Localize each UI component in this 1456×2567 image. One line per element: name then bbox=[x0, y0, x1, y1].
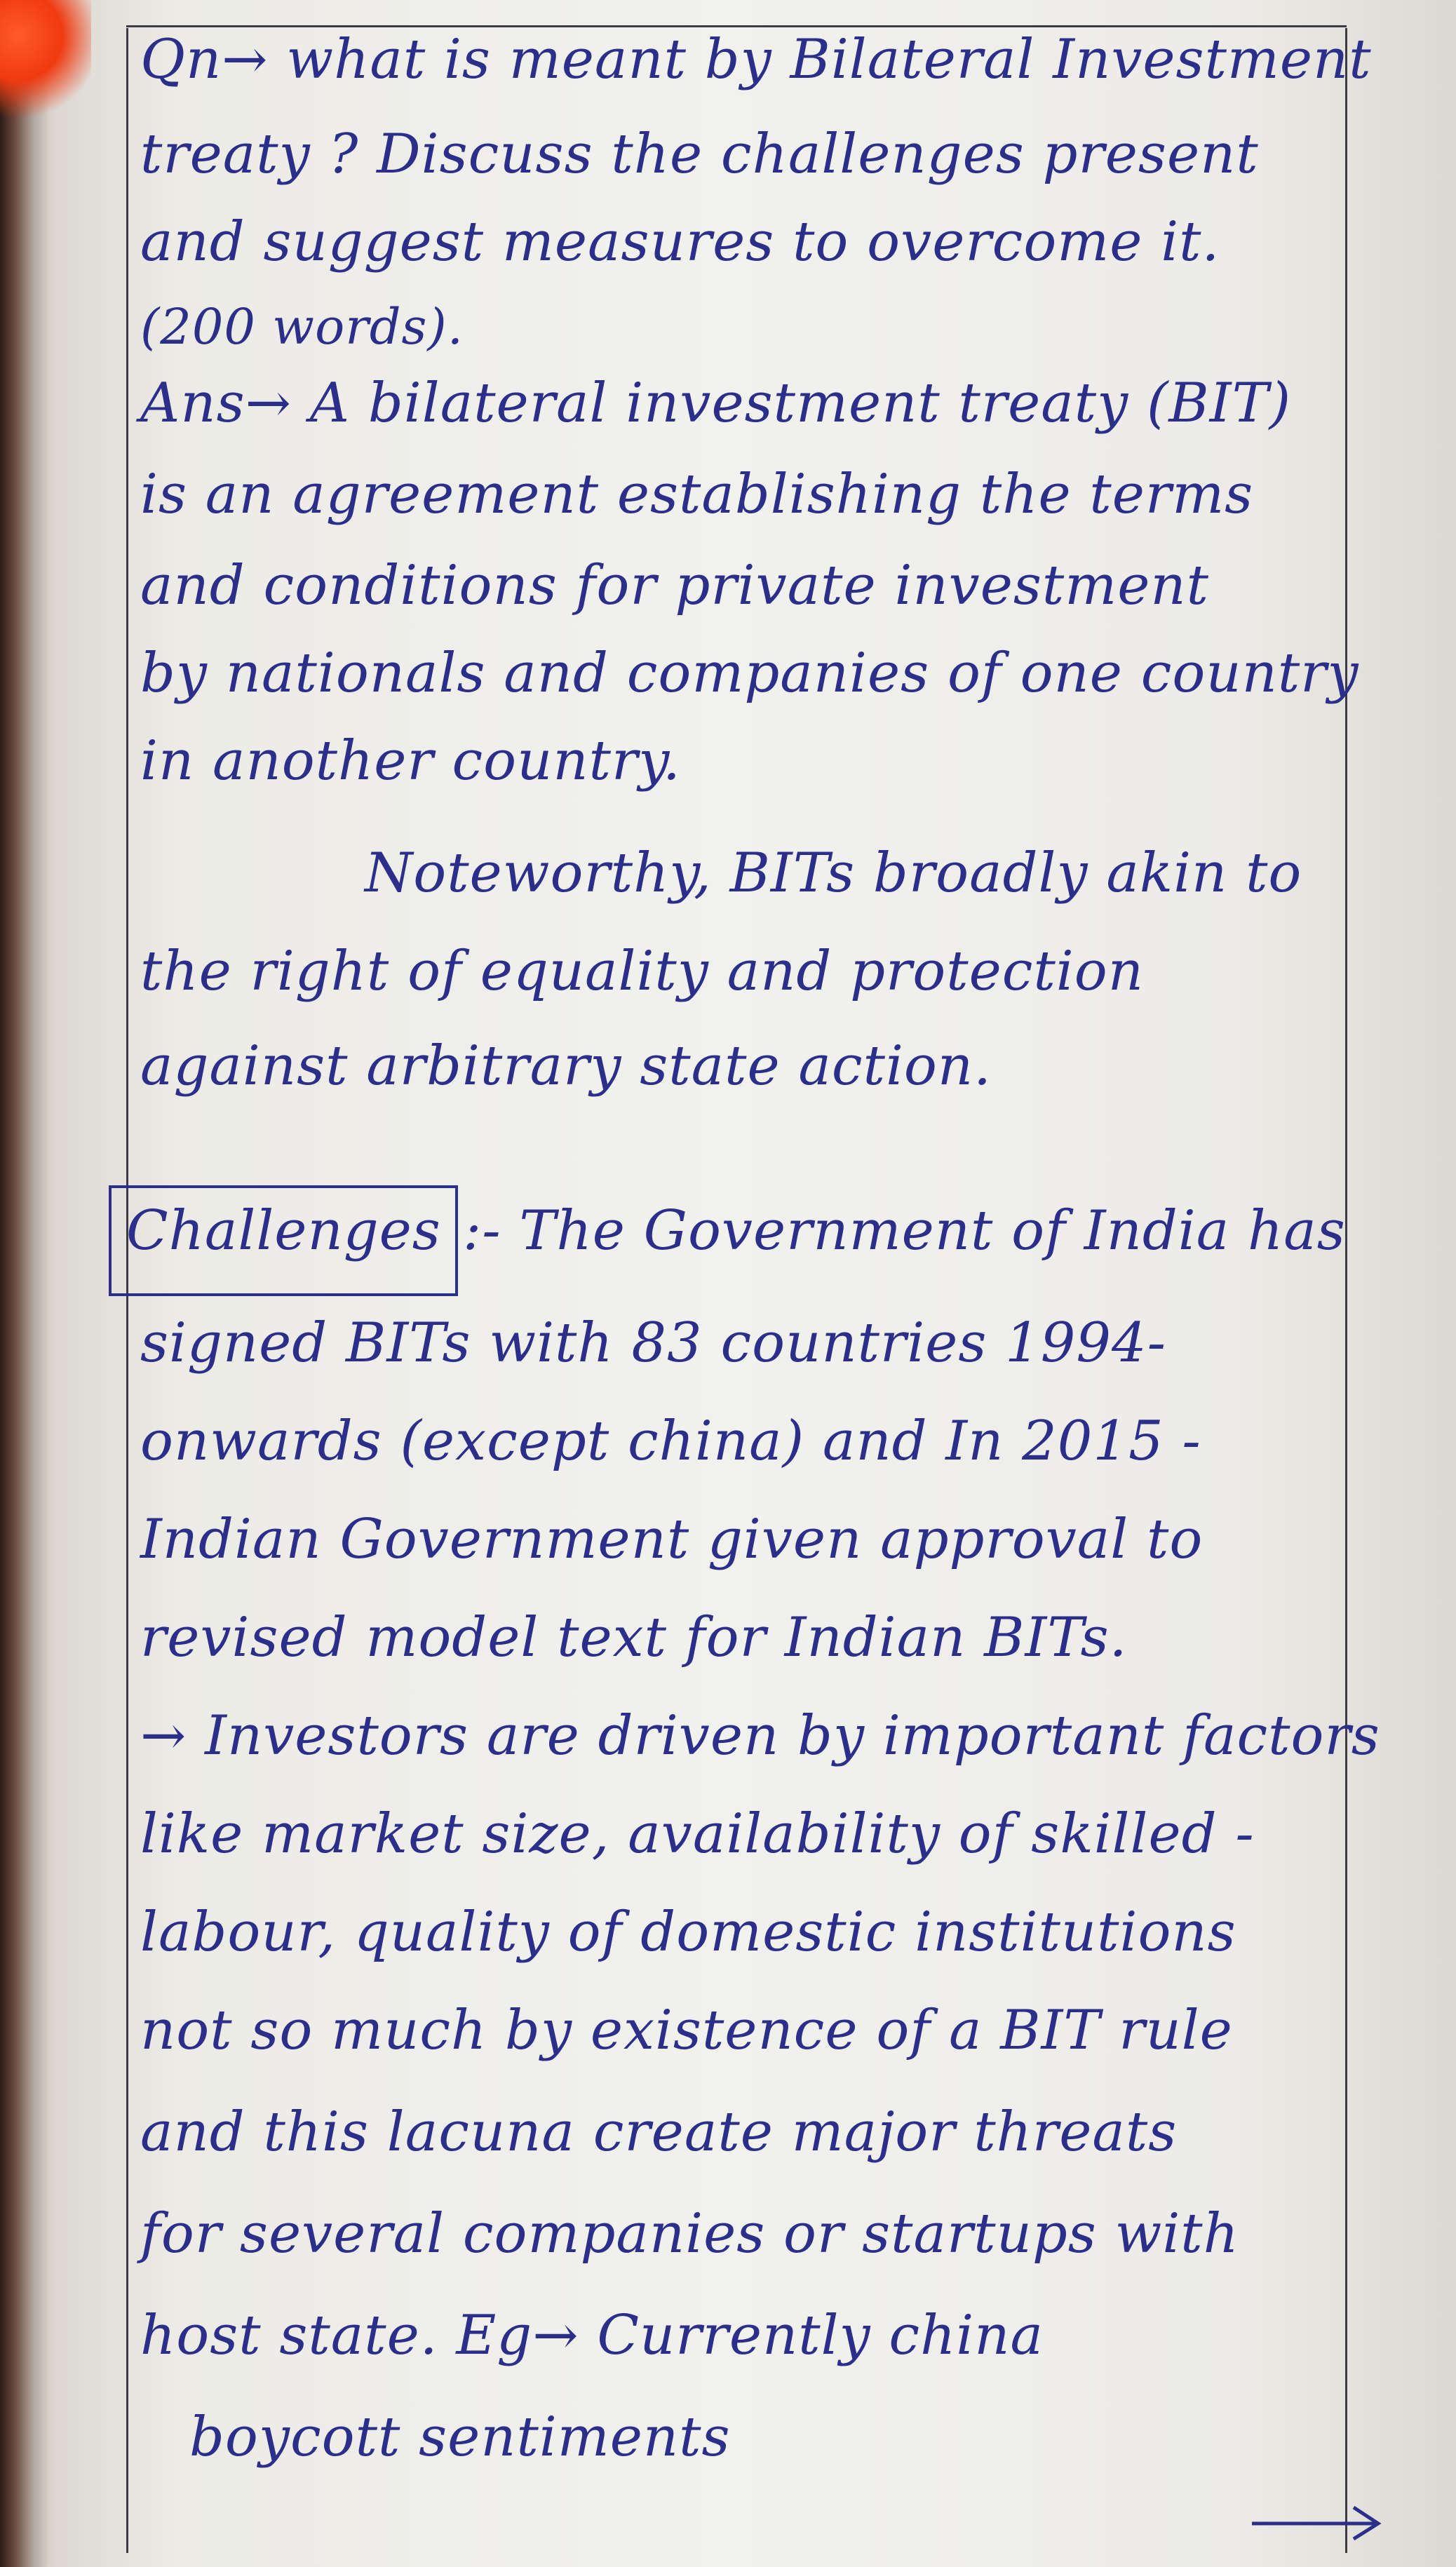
challenges-line-3: onwards (except china) and In 2015 - bbox=[140, 1410, 1201, 1473]
points-line-6: for several companies or startups with bbox=[140, 2202, 1239, 2265]
points-line-1: → Investors are driven by important factors bbox=[140, 1704, 1380, 1767]
challenges-line-2: signed BITs with 83 countries 1994- bbox=[140, 1312, 1166, 1375]
points-line-3: labour, quality of domestic institutions bbox=[140, 1901, 1236, 1964]
answer-line-1: Ans→ A bilateral investment treaty (BIT) bbox=[140, 372, 1292, 435]
question-line-3: and suggest measures to overcome it. bbox=[140, 210, 1220, 274]
top-border-line bbox=[126, 0, 1347, 27]
noteworthy-line-2: the right of equality and protection bbox=[140, 940, 1144, 1003]
answer-line-2: is an agreement establishing the terms bbox=[140, 463, 1254, 526]
page-edge-shadow bbox=[0, 0, 49, 2567]
points-line-8: boycott sentiments bbox=[189, 2406, 731, 2469]
answer-line-3: and conditions for private investment bbox=[140, 554, 1209, 617]
orange-corner-background bbox=[0, 0, 91, 119]
noteworthy-line-3: against arbitrary state action. bbox=[140, 1035, 992, 1098]
points-line-7: host state. Eg→ Currently china bbox=[140, 2304, 1044, 2367]
challenges-heading: Challenges bbox=[126, 1199, 441, 1262]
question-line-4: (200 words). bbox=[140, 298, 464, 356]
challenges-line-1: :- The Government of India has bbox=[463, 1199, 1346, 1262]
challenges-line-5: revised model text for Indian BITs. bbox=[140, 1606, 1128, 1669]
answer-line-4: by nationals and companies of one country bbox=[140, 642, 1359, 705]
question-line-2: treaty ? Discuss the challenges present bbox=[140, 123, 1259, 186]
continue-arrow-icon bbox=[1248, 2497, 1389, 2546]
answer-line-5: in another country. bbox=[140, 729, 681, 793]
challenges-line-4: Indian Government given approval to bbox=[140, 1508, 1204, 1571]
points-line-2: like market size, availability of skilled - bbox=[140, 1803, 1255, 1866]
noteworthy-line-1: Noteworthy, BITs broadly akin to bbox=[365, 842, 1302, 905]
points-line-4: not so much by existence of a BIT rule bbox=[140, 1999, 1233, 2062]
points-line-5: and this lacuna create major threats bbox=[140, 2101, 1178, 2164]
right-margin-line bbox=[1345, 28, 1347, 2553]
question-line-1: Qn→ what is meant by Bilateral Investment bbox=[140, 28, 1372, 91]
